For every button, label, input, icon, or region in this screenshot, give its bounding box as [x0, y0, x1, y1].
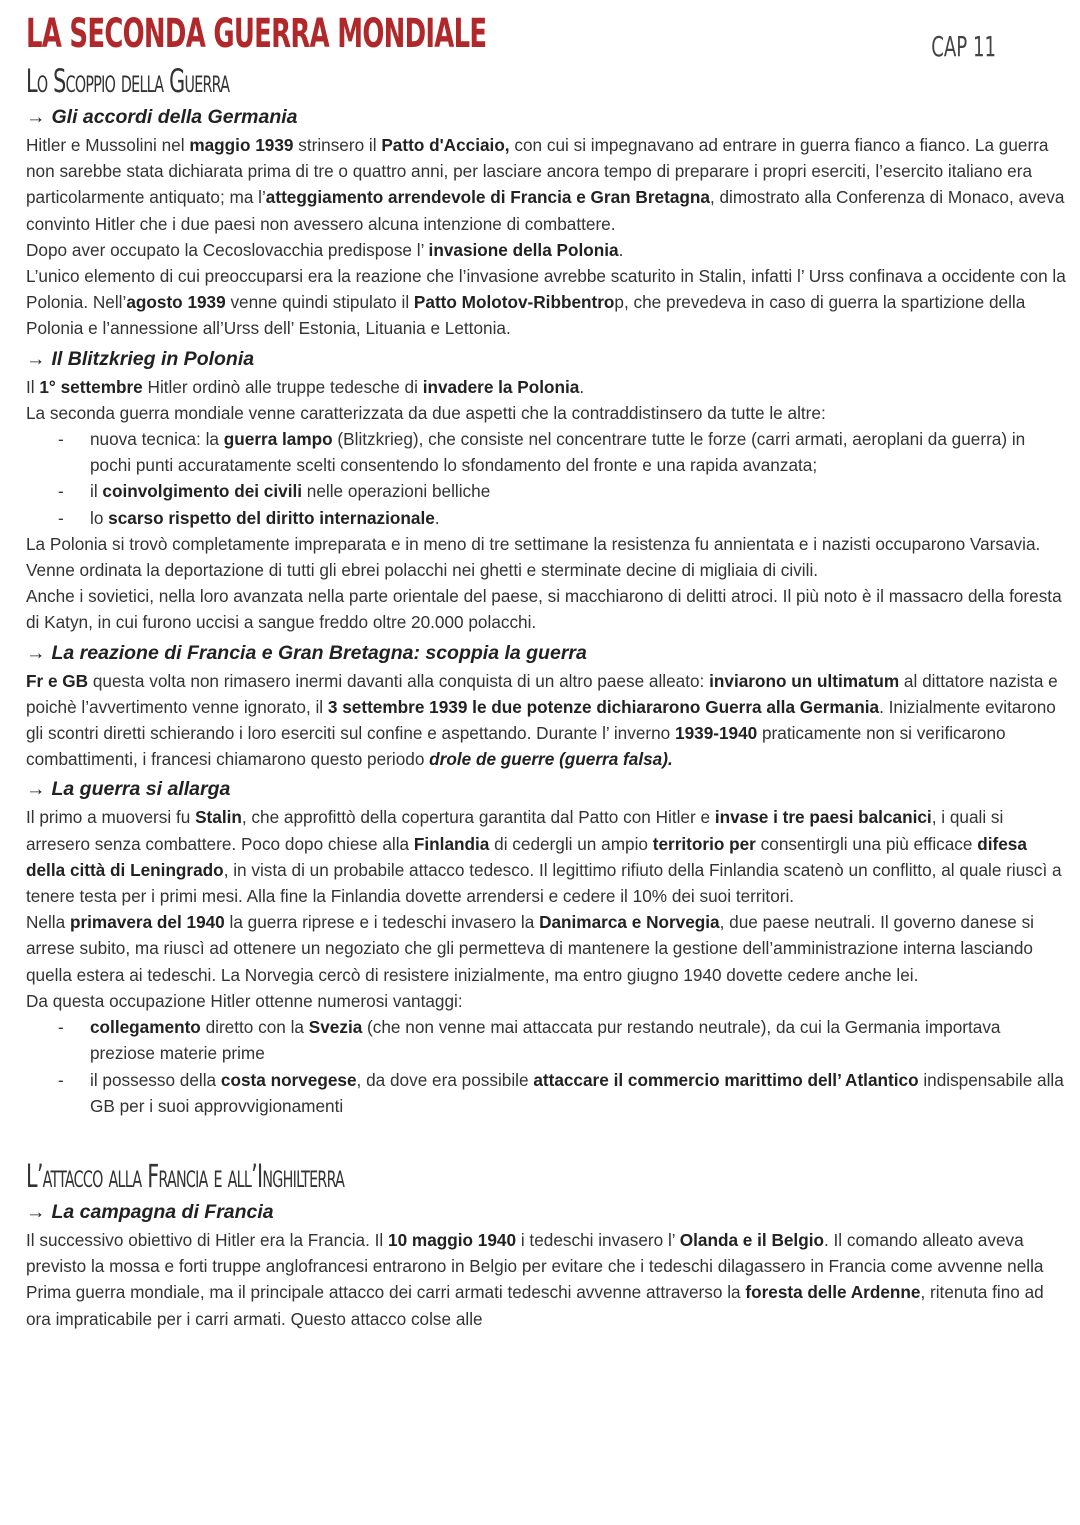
arrow-icon: →	[26, 641, 46, 664]
subsection-heading: → La campagna di Francia	[26, 1200, 274, 1223]
paragraph: L’unico elemento di cui preoccuparsi era la reazione che l’invasione avrebbe scaturito in Stalin, infatti l’ Urss confinava a occidente con la Polonia. Nell’agosto 1939 venne quindi stipulato il Patto Molotov-Ribbentrop, che prevedeva in caso di guerra la spartizione della Polonia e l’annessione all’Urss dell’ Estonia, Lituania e Lettonia.	[26, 266, 1066, 339]
paragraph: Il 1° settembre Hitler ordinò alle truppe tedesche di invadere la Polonia.	[26, 376, 585, 397]
arrow-icon: →	[26, 106, 46, 128]
arrow-icon: →	[26, 778, 46, 801]
bullet-list	[26, 1014, 1066, 1119]
paragraph: La Polonia si trovò completamente impreparata e in meno di tre settimane la resistenza fu annientata e i nazisti occuparono Varsavia. Venne ordinata la deportazione di tutti gli ebrei polacchi nei ghetti e sterminate decine di migliaia di civili.	[26, 533, 1041, 581]
list-item: - il possesso della costa norvegese, da dove era possibile attaccare il commercio marittimo dell’ Atlantico indispensabile alla GB per i suoi approvvigionamenti	[26, 1067, 1066, 1119]
paragraph: Dopo aver occupato la Cecoslovacchia predispose l’ invasione della Polonia.	[26, 239, 624, 260]
list-item: - collegamento diretto con la Svezia (che non venne mai attaccata pur restando neutrale), da cui la Germania importava preziose materie prime	[26, 1014, 1066, 1066]
list-item: - il coinvolgimento dei civili nelle operazioni belliche	[26, 478, 1066, 504]
chapter-label: CAP 11	[931, 30, 996, 63]
spacer	[26, 1119, 1066, 1145]
paragraph: La seconda guerra mondiale venne caratterizzata da due aspetti che la contraddistinsero da tutte le altre:	[26, 402, 826, 423]
subsection-heading: → Gli accordi della Germania	[26, 106, 298, 128]
list-item: - lo scarso rispetto del diritto internazionale.	[26, 505, 1066, 531]
paragraph: Hitler e Mussolini nel maggio 1939 strinsero il Patto d'Acciaio, con cui si impegnavano ad entrare in guerra fianco a fianco. La guerra non sarebbe stata dichiarata prima di tre o quattro anni, per lasciare ancora tempo di preparare i propri eserciti, l’esercito italiano era particolarmente antiquato; ma l’atteggiamento arrendevole di Francia e Gran Bretagna, dimostrato alla Conferenza di Monaco, aveva convinto Hitler che i due paesi non avessero alcuna intenzione di combattere.	[26, 135, 1065, 234]
paragraph: Nella primavera del 1940 la guerra riprese e i tedeschi invasero la Danimarca e Norvegia, due paese neutrali. Il governo danese si arrese subito, ma riuscì ad ottenere un negoziato che gli permetteva di mantenere la gestione dell’amministrazione interna lasciando quella estera ai tedeschi. La Norvegia cercò di resistere inizialmente, ma entro giugno 1940 dovette cedere anche lei.	[26, 912, 1034, 985]
subsection-heading: → Il Blitzkrieg in Polonia	[26, 347, 255, 370]
subsection-heading: → La reazione di Francia e Gran Bretagna: scoppia la guerra	[26, 641, 587, 664]
paragraph: Il primo a muoversi fu Stalin, che approfittò della copertura garantita dal Patto con Hitler e invase i tre paesi balcanici, i quali si arresero senza combattere. Poco dopo chiese alla Finlandia di cedergli un ampio territorio per consentirgli una più efficace difesa della città di Leningrado, in vista di un probabile attacco tedesco. Il legittimo rifiuto della Finlandia scatenò un conflitto, al quale riuscì a tenere testa per i primi mesi. Alla fine la Finlandia dovette arrendersi e cedere il 10% dei suoi territori.	[26, 807, 1062, 907]
page-title: LA SECONDA GUERRA MONDIALE	[26, 11, 487, 57]
bullet-list	[26, 426, 1066, 531]
paragraph: Il successivo obiettivo di Hitler era la Francia. Il 10 maggio 1940 i tedeschi invasero l’ Olanda e il Belgio. Il comando alleato aveva previsto la mossa e forti truppe anglofrancesi entrarono in Belgio per evitare che i tedeschi dilagassero in Francia come avvenne nella Prima guerra mondiale, ma il principale attacco dei carri armati tedeschi avvenne attraverso la foresta delle Ardenne, ritenuta fino ad ora impraticabile per i carri armati. Questo attacco colse alle	[26, 1229, 1044, 1329]
arrow-icon: →	[26, 347, 46, 370]
paragraph: Da questa occupazione Hitler ottenne numerosi vantaggi:	[26, 990, 463, 1011]
paragraph: Anche i sovietici, nella loro avanzata nella parte orientale del paese, si macchiarono di delitti atroci. Il più noto è il massacro della foresta di Katyn, in cui furono uccisi a sangue freddo oltre 20.000 polacchi.	[26, 586, 1062, 633]
subsection-heading: → La guerra si allarga	[26, 778, 231, 801]
arrow-icon: →	[26, 1200, 46, 1223]
paragraph: Fr e GB questa volta non rimasero inermi davanti alla conquista di un altro paese alleato: inviarono un ultimatum al dittatore nazista e poichè l’avvertimento venne ignorato, il 3 settembre 1939 le due potenze dichiararono Guerra alla Germania. Inizialmente evitarono gli scontri diretti schierando i loro eserciti sul confine e aspettando. Durante l’ inverno 1939-1940 praticamente non si verificarono combattimenti, i francesi chiamarono questo periodo drole de guerre (guerra falsa).	[26, 670, 1058, 770]
section-heading: L’attacco alla Francia e all’Inghilterra	[26, 1156, 345, 1195]
section-heading: Lo Scoppio della Guerra	[26, 62, 230, 100]
list-item: - nuova tecnica: la guerra lampo (Blitzkrieg), che consiste nel concentrare tutte le forze (carri armati, aeroplani da guerra) in pochi punti accuratamente scelti consentendo lo sfondamento del fronte e una rapida avanzata;	[26, 426, 1066, 478]
